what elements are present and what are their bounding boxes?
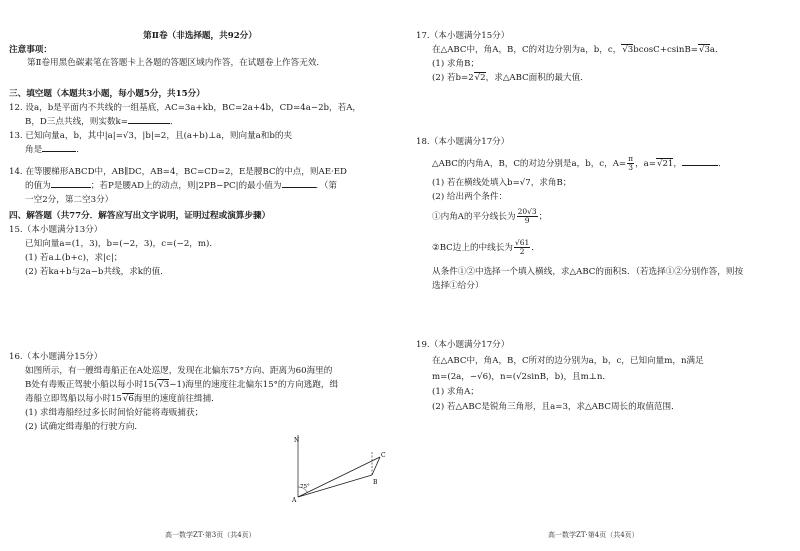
fraction-numerator: 20√3	[517, 207, 537, 216]
question-19-part-1: (1) 求角A；	[432, 387, 479, 397]
question-15-part-2: (2) 若ka+b与2a−b共线，求k的值．	[25, 267, 169, 277]
sqrt-expression: √6	[122, 394, 134, 404]
navigation-diagram	[290, 433, 400, 503]
question-17-text: a．	[709, 45, 724, 55]
question-16-line-1: 如图所示，有一艘缉毒船正在A处巡逻，发现在北偏东75°方向、距离为60海里的	[25, 366, 333, 376]
question-17-part-2	[432, 73, 589, 84]
question-16-text: 毒船立即驾船以每小时15	[25, 394, 122, 404]
question-14-text-b: ；若P是腰AD上的动点，则|2PB−PC|的最小值为	[90, 181, 282, 191]
question-15-heading: 15.（本小题满分13分）	[9, 225, 103, 235]
question-16-text: B处有毒贩正驾驶小船以每小时15(	[25, 380, 158, 390]
condition-text: ；	[538, 212, 548, 222]
sqrt-expression: √3	[698, 45, 710, 55]
question-14-text-c: ．（第	[315, 181, 337, 191]
answer-blank	[282, 187, 316, 188]
question-15-part-1: (1) 若a⊥(b+c)，求|c|；	[25, 253, 123, 263]
question-18-part-1: (1) 若在横线处填入b=√7，求角B；	[432, 178, 572, 188]
question-15-given: 已知向量a=(1，3)，b=(−2，3)，c=(−2，m)．	[25, 239, 218, 249]
question-16-text: −1)海里的速度往北偏东15°的方向逃跑，缉	[169, 380, 339, 390]
question-14-line-1: 14. 在等腰梯形ABCD中，AB∥DC，AB=4，BC=CD=2，E是腰BC的中点，则AE·ED	[9, 167, 347, 177]
sqrt-expression: √21	[656, 159, 674, 169]
question-18-text: △ABC的内角A，B，C的对边分别是a，b，c，A=	[432, 159, 627, 169]
fraction-denominator: 9	[524, 216, 530, 225]
fraction-numerator: √61	[514, 238, 530, 247]
question-19-part-2: (2) 若△ABC是锐角三角形，且a=3，求△ABC周长的取值范围．	[432, 402, 680, 412]
question-17-given	[432, 45, 724, 56]
point-a-label: A	[292, 497, 297, 503]
question-16-text: 海里的速度前往缉捕．	[133, 394, 220, 404]
question-13-line-2: 角是 ．	[25, 145, 85, 155]
section-title: 第Ⅱ卷（非选择题，共92分）	[143, 31, 257, 41]
fraction	[514, 239, 530, 256]
sqrt-expression: √2	[474, 73, 486, 83]
question-19-line-2: m=(2a，−√6)，n=(√2sinB，b)，且m⊥n．	[432, 372, 612, 382]
page-footer: 高一数学ZT·第4页（共4页）	[548, 531, 639, 539]
question-18-text: ，a=	[635, 159, 656, 169]
segment-bc	[372, 457, 380, 475]
sqrt-expression: √3	[158, 380, 170, 390]
question-16-line-2	[25, 380, 338, 391]
fraction-denominator: 2	[519, 247, 525, 256]
fraction-denominator: 3	[628, 163, 633, 172]
question-19-heading: 19.（本小题满分17分）	[416, 340, 510, 350]
question-16-line-3	[25, 394, 220, 405]
fraction	[517, 208, 538, 225]
question-12-line-1: 12. 设a，b是平面内不共线的一组基底，AC=3a+kb，BC=2a+4b，CD=4a−2b，若A，	[9, 103, 362, 113]
page-4	[400, 0, 800, 551]
question-14-text-a: 的值为	[25, 181, 51, 191]
question-17-heading: 17.（本小题满分15分）	[416, 31, 510, 41]
notice-heading: 注意事项：	[9, 45, 52, 55]
point-b-label: B	[373, 479, 378, 486]
answer-blank	[42, 151, 76, 152]
answer-blank	[128, 123, 170, 124]
question-18-given: △ABC的内角A，B，C的对边分别是a，b，c，A= $\frac{\pi}{3}$ ，a=√21， ．	[432, 154, 727, 172]
point-c-label: C	[381, 452, 386, 459]
question-18-part-2: (2) 给出两个条件：	[432, 192, 508, 202]
question-19-line-1: 在△ABC中，角A，B，C所对的边分别为a，b，c，已知向量m，n满足	[432, 356, 704, 366]
condition-text: ②BC边上的中线长为	[432, 243, 513, 253]
question-12-line-2: B，D三点共线，则实数k= ．	[25, 117, 179, 127]
segment-ac	[298, 457, 380, 497]
solve-heading: 四、解答题（共77分．解答应写出文字说明，证明过程或演算步骤）	[9, 211, 271, 221]
question-17-text: 在△ABC中，角A，B，C的对边分别为a，b，c，	[432, 45, 622, 55]
north-label: N	[294, 437, 300, 444]
page-footer: 高一数学ZT·第3页（共4页）	[165, 531, 256, 539]
notice-text: 第Ⅱ卷用黑色碳素笔在答题卡上各题的答题区域内作答，在试题卷上作答无效.	[27, 58, 320, 68]
question-18-task-line-2: 选择①给分）	[432, 281, 484, 291]
question-17-text: ，求△ABC面积的最大值．	[485, 73, 589, 83]
angle-label: 75°	[300, 484, 310, 490]
question-12-text: B，D三点共线，则实数k=	[25, 117, 128, 127]
condition-text: ①内角A的平分线长为	[432, 212, 516, 222]
question-18-condition-2	[432, 239, 540, 257]
question-16-part-2: (2) 试确定缉毒船的行驶方向．	[25, 422, 144, 432]
sqrt-expression: √3	[622, 45, 634, 55]
question-17-text: (2) 若b=2	[432, 73, 474, 83]
question-18-task-line-1: 从条件①②中选择一个填入横线，求△ABC的面积S．（若选择①②分别作答，则按	[432, 267, 744, 277]
question-17-text: bcosC+csinB=	[633, 45, 698, 55]
question-14-line-2	[25, 181, 337, 192]
fill-in-heading: 三、填空题（本题共3小题，每小题5分，共15分）	[9, 89, 205, 99]
question-18-condition-1	[432, 208, 547, 226]
question-14-line-3: 一空2分，第二空3分）	[25, 195, 114, 205]
question-13-line-1: 13. 已知向量a，b，其中|a|=√3，|b|=2，且(a+b)⊥a，则向量a和b的夹	[9, 131, 293, 141]
condition-text: ．	[531, 243, 540, 253]
fraction-pi-over-3	[627, 155, 634, 172]
question-16-heading: 16.（本小题满分15分）	[9, 352, 103, 362]
question-18-heading: 18.（本小题满分17分）	[416, 137, 510, 147]
answer-blank	[51, 187, 91, 188]
fraction-numerator: π	[628, 154, 634, 163]
question-16-part-1: (1) 求缉毒船经过多长时间恰好能将毒贩捕获；	[25, 408, 204, 418]
answer-blank	[682, 165, 718, 166]
question-17-part-1: (1) 求角B；	[432, 59, 480, 69]
question-13-text: 角是	[25, 145, 43, 155]
question-18-text: ，	[673, 159, 683, 169]
